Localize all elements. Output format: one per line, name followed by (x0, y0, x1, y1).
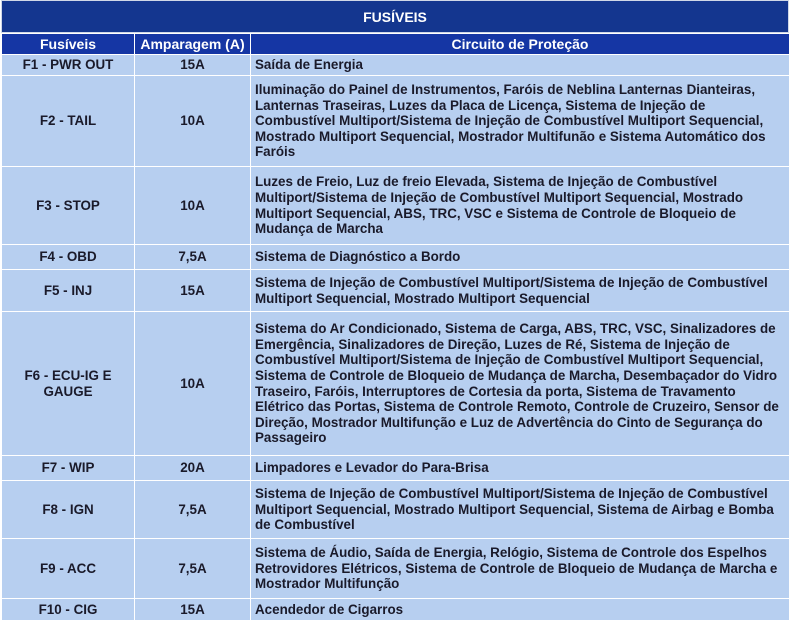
header-circuit: Circuito de Proteção (251, 34, 790, 55)
table-row (2, 599, 790, 621)
circuit-cell: Acendedor de Cigarros (251, 599, 790, 621)
header-fuse: Fusíveis (2, 34, 135, 55)
table-row (2, 481, 790, 539)
table-row (2, 76, 790, 167)
fuse-table (1, 33, 790, 621)
fuse-cell: F4 - OBD (2, 245, 135, 270)
amp-cell: 10A (135, 167, 251, 245)
header-row (2, 34, 790, 55)
table-row (2, 539, 790, 599)
fuse-cell: F8 - IGN (2, 481, 135, 539)
fuse-cell: F6 - ECU-IG E GAUGE (2, 312, 135, 456)
fuse-cell: F10 - CIG (2, 599, 135, 621)
circuit-cell: Sistema do Ar Condicionado, Sistema de Carga, ABS, TRC, VSC, Sinalizadores de Emergência, Sinalizadores de Direção, Luzes de Ré, Sistema de Injeção de Combustível Multiport/Sistema de Injeção de Combustível Multiport Sequencial, Sistema de Controle de Bloqueio de Mudança de Marcha, Desembaçador do Vidro Traseiro, Faróis, Interruptores de Cortesia da porta, Sistema de Travamento Elétrico das Portas, Sistema de Controle Remoto, Controle de Cruzeiro, Sensor de Direção, Mostrador Multifunção e Luz de Advertência do Cinto de Segurança do Passageiro (251, 312, 790, 456)
amp-cell: 7,5A (135, 539, 251, 599)
circuit-cell: Saída de Energia (251, 55, 790, 76)
circuit-cell: Sistema de Injeção de Combustível Multiport/Sistema de Injeção de Combustível Multiport Sequencial, Mostrado Multiport Sequencial, Sistema de Airbag e Bomba de Combustível (251, 481, 790, 539)
amp-cell: 15A (135, 270, 251, 312)
circuit-cell: Sistema de Injeção de Combustível Multiport/Sistema de Injeção de Combustível Multiport Sequencial, Mostrado Multiport Sequencial (251, 270, 790, 312)
amp-cell: 20A (135, 456, 251, 481)
amp-cell: 7,5A (135, 245, 251, 270)
circuit-cell: Luzes de Freio, Luz de freio Elevada, Sistema de Injeção de Combustível Multiport/Sistema de Injeção de Combustível Multiport Sequencial, Mostrado Multiport Sequencial, ABS, TRC, VSC e Sistema de Controle de Bloqueio de Mudança de Marcha (251, 167, 790, 245)
table-row (2, 245, 790, 270)
fuse-cell: F2 - TAIL (2, 76, 135, 167)
table-row (2, 55, 790, 76)
fuse-table-container (1, 0, 789, 621)
header-amperage: Amparagem (A) (135, 34, 251, 55)
table-row (2, 270, 790, 312)
amp-cell: 10A (135, 76, 251, 167)
circuit-cell: Iluminação do Painel de Instrumentos, Faróis de Neblina Lanternas Dianteiras, Lanternas Traseiras, Luzes da Placa de Licença, Sistema de Injeção de Combustível Multiport/Sistema de Injeção de Combustível Multiport Sequencial, Mostrado Multiport Sequencial, Mostrador Multifunão e Sistema Automático dos Faróis (251, 76, 790, 167)
amp-cell: 15A (135, 599, 251, 621)
table-row (2, 312, 790, 456)
amp-cell: 7,5A (135, 481, 251, 539)
fuse-cell: F3 - STOP (2, 167, 135, 245)
fuse-cell: F9 - ACC (2, 539, 135, 599)
amp-cell: 15A (135, 55, 251, 76)
fuse-cell: F5 - INJ (2, 270, 135, 312)
circuit-cell: Sistema de Diagnóstico a Bordo (251, 245, 790, 270)
fuse-cell: F1 - PWR OUT (2, 55, 135, 76)
table-row (2, 456, 790, 481)
fuse-cell: F7 - WIP (2, 456, 135, 481)
circuit-cell: Sistema de Áudio, Saída de Energia, Relógio, Sistema de Controle dos Espelhos Retrovidores Elétricos, Sistema de Controle de Bloqueio de Mudança de Marcha e Mostrador Multifunção (251, 539, 790, 599)
table-title: FUSÍVEIS (1, 0, 789, 33)
circuit-cell: Limpadores e Levador do Para-Brisa (251, 456, 790, 481)
table-row (2, 167, 790, 245)
amp-cell: 10A (135, 312, 251, 456)
